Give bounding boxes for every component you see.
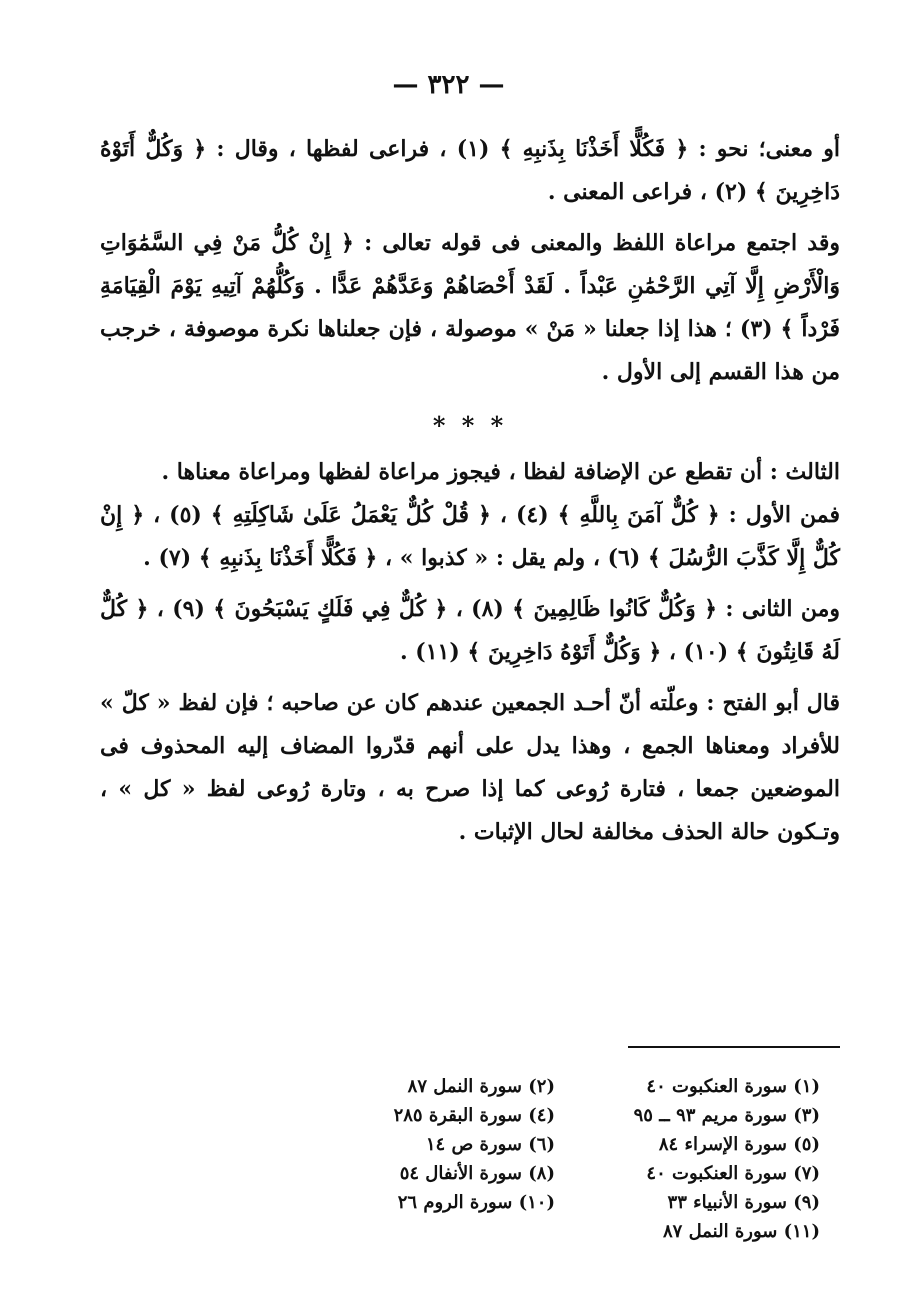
footnote-item: (٤) سورة البقرة ٢٨٥ bbox=[393, 1105, 555, 1126]
footnote-item: (١١) سورة النمل ٨٧ bbox=[663, 1221, 820, 1242]
paragraph-3: الثالث : أن تقطع عن الإضافة لفظا ، فيجوز مراعاة لفظها ومراعاة معناها . bbox=[161, 459, 840, 485]
footnote-item: (١) سورة العنكبوت ٤٠ bbox=[646, 1076, 820, 1097]
page-number: — ٣٢٢ — bbox=[392, 70, 505, 100]
footnotes-right-column bbox=[555, 1072, 820, 1246]
paragraph-2: وقد اجتمع مراعاة اللفظ والمعنى فى قوله تعالى : ﴿ إِنْ كُلُّ مَنْ فِي السَّمَٰوَاتِ وَالْأَرْضِ إِلَّا آتِي الرَّحْمَٰنِ عَبْداً . لَقَدْ أَحْصَاهُمْ وَعَدَّهُمْ عَدًّا . وَكُلُّهُمْ آتِيهِ يَوْمَ الْقِيَامَةِ فَرْداً ﴾ (٣) ؛ هذا إذا جعلنا « مَنْ » موصولة ، فإن جعلناها نكرة موصوفة ، خرجب من هذا القسم إلى الأول . bbox=[100, 230, 840, 385]
footnotes bbox=[290, 1072, 820, 1246]
footnotes-left-column bbox=[290, 1072, 555, 1246]
footnote-item: (٨) سورة الأنفال ٥٤ bbox=[399, 1163, 555, 1184]
paragraph-1: أو معنى؛ نحو : ﴿ فَكُلًّا أَخَذْنَا بِذَنبِهِ ﴾ (١) ، فراعى لفظها ، وقال : ﴿ وَكُلٌّ أَتَوْهُ دَاخِرِينَ ﴾ (٢) ، فراعى المعنى . bbox=[100, 136, 840, 205]
footnote-item: (٥) سورة الإسراء ٨٤ bbox=[658, 1134, 820, 1155]
footnote-divider bbox=[628, 1046, 840, 1048]
footnote-item: (٧) سورة العنكبوت ٤٠ bbox=[646, 1163, 820, 1184]
footnote-item: (٦) سورة ص ١٤ bbox=[425, 1134, 555, 1155]
body-text bbox=[100, 128, 840, 854]
footnote-item: (٣) سورة مريم ٩٣ ــ ٩٥ bbox=[633, 1105, 820, 1126]
footnote-item: (١٠) سورة الروم ٢٦ bbox=[397, 1192, 555, 1213]
paragraph-5: ومن الثانى : ﴿ وَكُلٌّ كَانُوا ظَالِمِينَ ﴾ (٨) ، ﴿ كُلٌّ فِي فَلَكٍ يَسْبَحُونَ ﴾ (٩) ، ﴿ كُلٌّ لَهُ قَانِتُونَ ﴾ (١٠) ، ﴿ وَكُلٌّ أَتَوْهُ دَاخِرِينَ ﴾ (١١) . bbox=[100, 596, 840, 665]
paragraph-6: قال أبو الفتح : وعلّته أنّ أحـد الجمعين عندهم كان عن صاحبه ؛ فإن لفظ « كلّ » للأفراد ومعناها الجمع ، وهذا يدل على أنهم قدّروا المضاف إليه المحذوف فى الموضعين جمعا ، فتارة رُوعى كما إذا صرح به ، وتارة رُوعى لفظ « كل » ، وتـكون حالة الحذف مخالفة لحال الإثبات . bbox=[100, 690, 840, 845]
section-separator: * * * bbox=[432, 411, 508, 440]
paragraph-4: فمن الأول : ﴿ كُلٌّ آمَنَ بِاللَّهِ ﴾ (٤) ، ﴿ قُلْ كُلٌّ يَعْمَلُ عَلَىٰ شَاكِلَتِهِ ﴾ (٥) ، ﴿ إِنْ كُلٌّ إِلَّا كَذَّبَ الرُّسُلَ ﴾ (٦) ، ولم يقل : « كذبوا » ، ﴿ فَكُلًّا أَخَذْنَا بِذَنبِهِ ﴾ (٧) . bbox=[100, 502, 840, 571]
footnote-item: (٢) سورة النمل ٨٧ bbox=[407, 1076, 555, 1097]
footnote-item: (٩) سورة الأنبياء ٣٣ bbox=[667, 1192, 820, 1213]
